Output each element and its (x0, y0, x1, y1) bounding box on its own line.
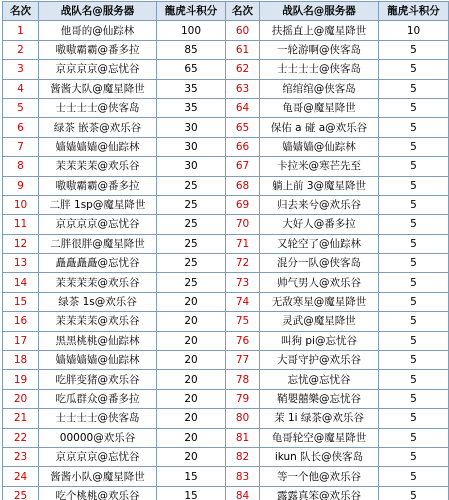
rank-cell-right: 81 (226, 428, 260, 447)
score-cell: 20 (157, 389, 226, 408)
score-cell-right: 5 (379, 215, 449, 234)
team-cell: 绿茶 1s@欢乐谷 (39, 292, 157, 311)
score-cell-right: 5 (379, 486, 449, 500)
rank-cell-right: 63 (226, 79, 260, 98)
team-cell-right: 灵武@魔星降世 (260, 312, 379, 331)
team-cell-right: 扶摇直上@魔星降世 (260, 21, 379, 40)
score-cell: 25 (157, 215, 226, 234)
team-cell-right: 等一个他@欢乐谷 (260, 467, 379, 486)
score-cell: 20 (157, 428, 226, 447)
team-cell: 二胖 1sp@魔星降世 (39, 195, 157, 214)
score-cell: 65 (157, 60, 226, 79)
team-cell-right: 归去来兮@欢乐谷 (260, 195, 379, 214)
score-cell-right: 5 (379, 409, 449, 428)
score-cell-right: 5 (379, 157, 449, 176)
team-cell-right: 保佑 a 碰 a@欢乐谷 (260, 118, 379, 137)
team-cell: 嗷嗷霸霸@番多拉 (39, 40, 157, 59)
score-cell-right: 5 (379, 176, 449, 195)
score-cell-right: 5 (379, 428, 449, 447)
table-row (3, 312, 449, 331)
team-cell-right: 绾绾绾@侠客岛 (260, 79, 379, 98)
team-cell-right: 士士士士@侠客岛 (260, 60, 379, 79)
team-cell: 他哥的@仙踪林 (39, 21, 157, 40)
rank-cell: 18 (3, 351, 39, 370)
rank-cell-right: 79 (226, 389, 260, 408)
header-score-right: 龍虎斗积分 (379, 2, 449, 21)
score-cell-right: 5 (379, 312, 449, 331)
rank-cell-right: 80 (226, 409, 260, 428)
table-row (3, 234, 449, 253)
team-cell: 士士士士@侠客岛 (39, 409, 157, 428)
score-cell: 20 (157, 447, 226, 466)
score-cell-right: 5 (379, 234, 449, 253)
rank-cell: 24 (3, 467, 39, 486)
rank-cell-right: 67 (226, 157, 260, 176)
score-cell-right: 5 (379, 331, 449, 350)
team-cell-right: 鞘嬰囍樂@忘忧谷 (260, 389, 379, 408)
header-team-right: 战队名@服务器 (260, 2, 379, 21)
table-row (3, 467, 449, 486)
score-cell-right: 10 (379, 21, 449, 40)
team-cell: 矗矗矗矗@忘忧谷 (39, 254, 157, 273)
rank-cell-right: 78 (226, 370, 260, 389)
rank-cell-right: 66 (226, 137, 260, 156)
rank-cell-right: 83 (226, 467, 260, 486)
score-cell-right: 5 (379, 40, 449, 59)
score-cell-right: 5 (379, 60, 449, 79)
header-row (3, 2, 449, 21)
score-cell-right: 5 (379, 351, 449, 370)
rank-cell: 3 (3, 60, 39, 79)
table-row (3, 273, 449, 292)
table-row (3, 137, 449, 156)
table-row (3, 40, 449, 59)
score-cell: 25 (157, 254, 226, 273)
table-row (3, 370, 449, 389)
table-row (3, 79, 449, 98)
score-cell: 100 (157, 21, 226, 40)
score-cell: 15 (157, 467, 226, 486)
score-cell: 25 (157, 273, 226, 292)
team-cell: 茉茉茉茉@欢乐谷 (39, 312, 157, 331)
team-cell: 吃瓜群众@番多拉 (39, 389, 157, 408)
rank-cell: 25 (3, 486, 39, 500)
score-cell-right: 5 (379, 137, 449, 156)
team-cell: 茉茉茉茉@欢乐谷 (39, 273, 157, 292)
header-score: 龍虎斗积分 (157, 2, 226, 21)
team-cell-right: 躺上前 3@魔星降世 (260, 176, 379, 195)
rank-cell-right: 74 (226, 292, 260, 311)
rank-cell: 13 (3, 254, 39, 273)
team-cell-right: 又轮空了@仙踪林 (260, 234, 379, 253)
score-cell: 20 (157, 370, 226, 389)
score-cell: 20 (157, 331, 226, 350)
rank-cell: 23 (3, 447, 39, 466)
team-cell: 嗷嗷霸霸@番多拉 (39, 176, 157, 195)
team-cell-right: 卡拉米@寒芒先至 (260, 157, 379, 176)
score-cell-right: 5 (379, 195, 449, 214)
rank-cell-right: 82 (226, 447, 260, 466)
rank-cell: 21 (3, 409, 39, 428)
rank-cell: 11 (3, 215, 39, 234)
team-cell: 二胖很胖@魔星降世 (39, 234, 157, 253)
rank-cell: 17 (3, 331, 39, 350)
team-cell: 吃个桃桃@欢乐谷 (39, 486, 157, 500)
rank-cell: 15 (3, 292, 39, 311)
rank-cell-right: 73 (226, 273, 260, 292)
score-cell: 35 (157, 98, 226, 117)
rank-cell: 12 (3, 234, 39, 253)
team-cell: 士士士士@侠客岛 (39, 98, 157, 117)
team-cell-right: 混分一队@侠客岛 (260, 254, 379, 273)
rank-cell-right: 84 (226, 486, 260, 500)
table-row (3, 331, 449, 350)
score-cell-right: 5 (379, 370, 449, 389)
rank-cell-right: 61 (226, 40, 260, 59)
score-cell: 85 (157, 40, 226, 59)
team-cell: 嫱嫱嫱嫱@仙踪林 (39, 137, 157, 156)
team-cell-right: 露露真笨@欢乐谷 (260, 486, 379, 500)
team-cell: 00000@欢乐谷 (39, 428, 157, 447)
table-row (3, 292, 449, 311)
rank-cell-right: 75 (226, 312, 260, 331)
team-cell: 酱酱大队@魔星降世 (39, 79, 157, 98)
team-cell: 吃胖变猪@欢乐谷 (39, 370, 157, 389)
rank-cell-right: 77 (226, 351, 260, 370)
team-cell-right: 茉 1i 绿茶@欢乐谷 (260, 409, 379, 428)
team-cell-right: 一轮游啊@侠客岛 (260, 40, 379, 59)
team-cell-right: 大好人@番多拉 (260, 215, 379, 234)
rank-cell-right: 70 (226, 215, 260, 234)
team-cell-right: 无敌寒星@魔星降世 (260, 292, 379, 311)
team-cell-right: ikun 队长@侠客岛 (260, 447, 379, 466)
rank-cell-right: 68 (226, 176, 260, 195)
rank-cell-right: 60 (226, 21, 260, 40)
score-cell: 25 (157, 234, 226, 253)
rank-cell: 5 (3, 98, 39, 117)
team-cell: 黑黑桃桃@仙踪林 (39, 331, 157, 350)
score-cell-right: 5 (379, 98, 449, 117)
table-row (3, 428, 449, 447)
team-cell: 京京京京@忘忧谷 (39, 60, 157, 79)
score-cell: 25 (157, 176, 226, 195)
table-row (3, 447, 449, 466)
team-cell: 京京京京@忘忧谷 (39, 447, 157, 466)
header-rank: 名次 (3, 2, 39, 21)
ranking-table (2, 1, 449, 500)
table-row (3, 98, 449, 117)
score-cell-right: 5 (379, 447, 449, 466)
rank-cell: 16 (3, 312, 39, 331)
team-cell: 酱酱小队@魔星降世 (39, 467, 157, 486)
rank-cell: 8 (3, 157, 39, 176)
rank-cell: 2 (3, 40, 39, 59)
team-cell-right: 嫱嫱嫱@仙踪林 (260, 137, 379, 156)
rank-cell-right: 65 (226, 118, 260, 137)
rank-cell: 19 (3, 370, 39, 389)
rank-cell: 6 (3, 118, 39, 137)
rank-cell-right: 64 (226, 98, 260, 117)
rank-cell-right: 71 (226, 234, 260, 253)
team-cell: 绿茶 嵌茶@欢乐谷 (39, 118, 157, 137)
score-cell: 30 (157, 118, 226, 137)
team-cell: 茉茉茉茉@欢乐谷 (39, 157, 157, 176)
team-cell-right: 忘忧@忘忧谷 (260, 370, 379, 389)
table-row (3, 195, 449, 214)
team-cell-right: 叫狗 pi@忘忧谷 (260, 331, 379, 350)
team-cell-right: 大哥守护@欢乐谷 (260, 351, 379, 370)
rank-cell-right: 72 (226, 254, 260, 273)
rank-cell: 14 (3, 273, 39, 292)
table-row (3, 118, 449, 137)
score-cell-right: 5 (379, 467, 449, 486)
rank-cell-right: 76 (226, 331, 260, 350)
rank-cell: 9 (3, 176, 39, 195)
rank-cell: 20 (3, 389, 39, 408)
team-cell: 嫱嫱嫱嫱@仙踪林 (39, 351, 157, 370)
table-row (3, 486, 449, 500)
score-cell: 20 (157, 351, 226, 370)
team-cell: 京京京京@忘忧谷 (39, 215, 157, 234)
score-cell: 20 (157, 292, 226, 311)
table-row (3, 157, 449, 176)
team-cell-right: 龟哥@魔星降世 (260, 98, 379, 117)
table-row (3, 176, 449, 195)
score-cell: 30 (157, 157, 226, 176)
table-row (3, 60, 449, 79)
rank-cell: 7 (3, 137, 39, 156)
header-team: 战队名@服务器 (39, 2, 157, 21)
team-cell-right: 帅气男人@欢乐谷 (260, 273, 379, 292)
table-row (3, 351, 449, 370)
score-cell-right: 5 (379, 273, 449, 292)
table-row (3, 254, 449, 273)
rank-cell: 10 (3, 195, 39, 214)
table-row (3, 389, 449, 408)
score-cell: 20 (157, 409, 226, 428)
score-cell-right: 5 (379, 292, 449, 311)
score-cell-right: 5 (379, 79, 449, 98)
score-cell: 25 (157, 195, 226, 214)
score-cell: 30 (157, 137, 226, 156)
table-row (3, 409, 449, 428)
score-cell-right: 5 (379, 254, 449, 273)
score-cell-right: 5 (379, 389, 449, 408)
rank-cell: 22 (3, 428, 39, 447)
score-cell: 35 (157, 79, 226, 98)
rank-cell: 1 (3, 21, 39, 40)
rank-cell: 4 (3, 79, 39, 98)
score-cell-right: 5 (379, 118, 449, 137)
table-row (3, 21, 449, 40)
score-cell: 15 (157, 486, 226, 500)
rank-cell-right: 62 (226, 60, 260, 79)
table-body (3, 21, 449, 500)
table-row (3, 215, 449, 234)
score-cell: 20 (157, 312, 226, 331)
rank-cell-right: 69 (226, 195, 260, 214)
team-cell-right: 龟哥轮空@魔星降世 (260, 428, 379, 447)
header-rank-right: 名次 (226, 2, 260, 21)
